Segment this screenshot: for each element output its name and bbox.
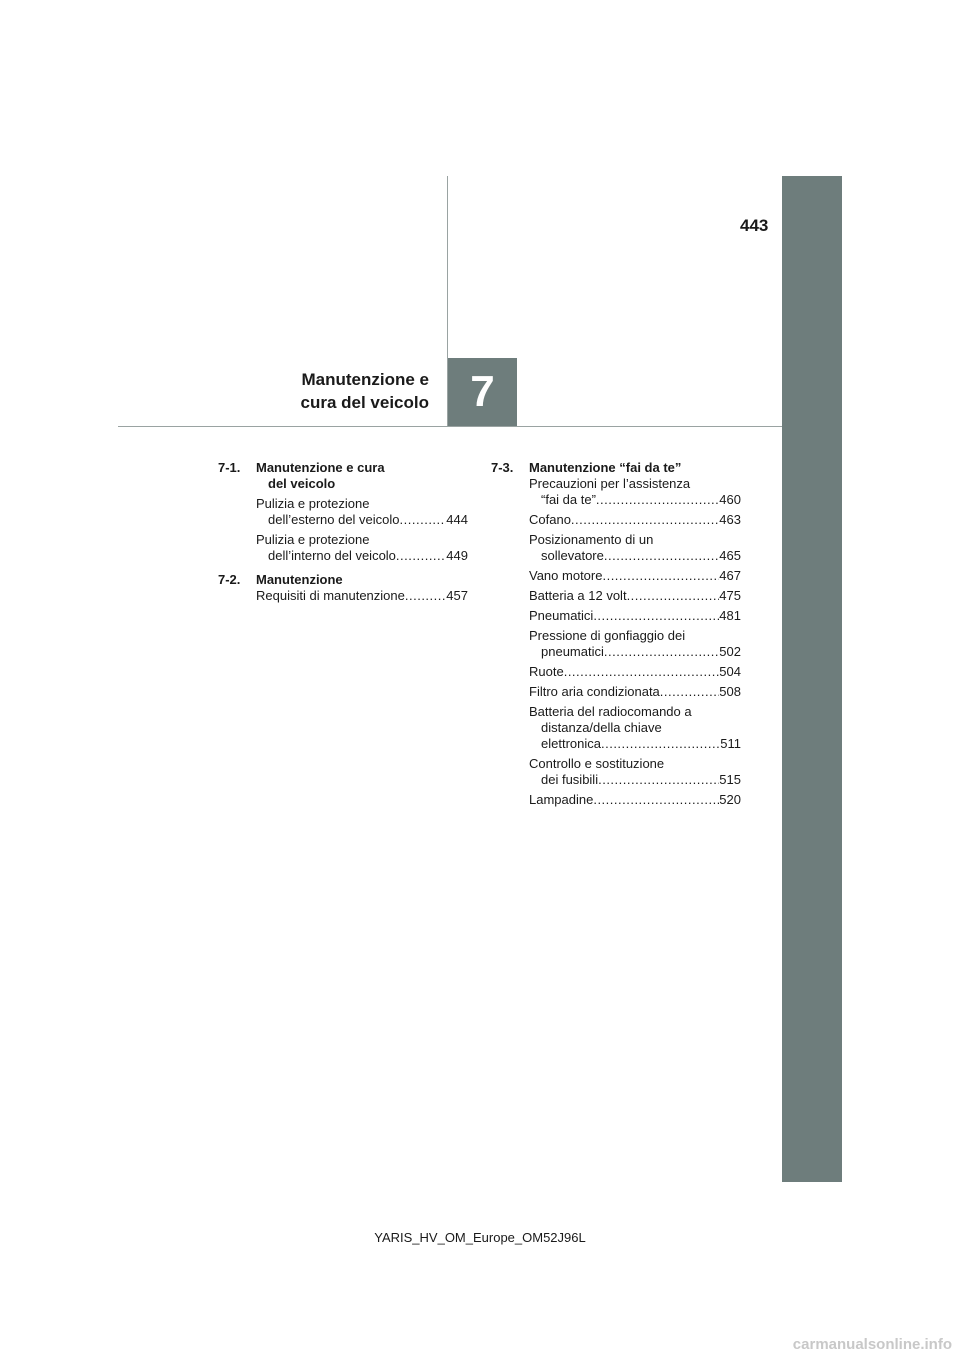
entry-page: 465 — [719, 548, 741, 563]
leader-dots — [604, 644, 719, 660]
leader-dots — [593, 608, 719, 624]
entry-page: 457 — [446, 588, 468, 603]
toc-entry[interactable]: Cofano ..... 463 — [529, 512, 741, 528]
toc-entry[interactable]: Precauzioni per l’assistenza “fai da te” ..... 460 — [529, 476, 741, 508]
entry-page: 515 — [719, 772, 741, 787]
toc-section-7-2[interactable] — [218, 572, 468, 588]
toc-entry[interactable]: Batteria a 12 volt ..... 475 — [529, 588, 741, 604]
entry-page: 463 — [719, 512, 741, 527]
toc-section-7-3[interactable] — [491, 460, 741, 476]
leader-dots — [601, 736, 720, 752]
section-number: 7-2. — [218, 572, 241, 587]
entry-page: 467 — [719, 568, 741, 583]
leader-dots — [598, 772, 719, 788]
leader-dots — [602, 568, 719, 584]
chapter-number-box: 7 — [448, 358, 517, 426]
toc-entry[interactable]: Ruote ..... 504 — [529, 664, 741, 680]
entry-page: 520 — [719, 792, 741, 807]
leader-dots — [571, 512, 719, 528]
chapter-title-line2: cura del veicolo — [300, 393, 429, 412]
leader-dots — [405, 588, 446, 604]
leader-dots — [596, 492, 719, 508]
toc-entry[interactable]: Pneumatici ..... 481 — [529, 608, 741, 624]
section-title: Manutenzione e cura del veicolo — [256, 460, 385, 491]
entry-page: 502 — [719, 644, 741, 659]
toc-entry[interactable]: Vano motore ..... 467 — [529, 568, 741, 584]
chapter-side-tab — [782, 176, 842, 1182]
toc-left-column — [218, 460, 468, 608]
page-number: 443 — [740, 216, 769, 235]
header-horizontal-rule — [118, 426, 782, 427]
toc-entry[interactable]: Requisiti di manutenzione ..... 457 — [256, 588, 468, 604]
section-number: 7-1. — [218, 460, 241, 475]
toc-right-column — [491, 460, 741, 812]
entry-page: 460 — [719, 492, 741, 507]
toc-entry[interactable]: Filtro aria condizionata ..... 508 — [529, 684, 741, 700]
entry-page: 481 — [719, 608, 741, 623]
leader-dots — [564, 664, 720, 680]
entry-page: 449 — [446, 548, 468, 563]
leader-dots — [396, 548, 446, 564]
section-title: Manutenzione — [256, 572, 343, 587]
entry-page: 504 — [719, 664, 741, 679]
toc-entry[interactable]: Posizionamento di un sollevatore ..... 465 — [529, 532, 741, 564]
document-id-footer: YARIS_HV_OM_Europe_OM52J96L — [374, 1230, 586, 1245]
leader-dots — [593, 792, 719, 808]
toc-entry[interactable]: Controllo e sostituzione dei fusibili ..... 515 — [529, 756, 741, 788]
toc-entry[interactable]: Pressione di gonfiaggio dei pneumatici ..... 502 — [529, 628, 741, 660]
toc-entry[interactable]: Lampadine ..... 520 — [529, 792, 741, 808]
chapter-title-line1: Manutenzione e — [301, 370, 429, 389]
entry-page: 511 — [720, 736, 741, 751]
leader-dots — [627, 588, 720, 604]
toc-entry[interactable]: Batteria del radiocomando a distanza/della chiave elettronica ..... 511 — [529, 704, 741, 752]
watermark: carmanualsonline.info — [792, 1336, 952, 1353]
toc-entry[interactable]: Pulizia e protezione dell’interno del veicolo ..... 449 — [256, 532, 468, 564]
entry-page: 508 — [719, 684, 741, 699]
toc-section-7-1[interactable] — [218, 460, 468, 492]
section-number: 7-3. — [491, 460, 514, 475]
leader-dots — [660, 684, 720, 700]
chapter-title — [301, 368, 430, 414]
entry-page: 444 — [446, 512, 468, 527]
section-title: Manutenzione “fai da te” — [529, 460, 682, 475]
leader-dots — [604, 548, 719, 564]
entry-page: 475 — [719, 588, 741, 603]
toc-entry[interactable]: Pulizia e protezione dell’esterno del veicolo ..... 444 — [256, 496, 468, 528]
leader-dots — [400, 512, 447, 528]
